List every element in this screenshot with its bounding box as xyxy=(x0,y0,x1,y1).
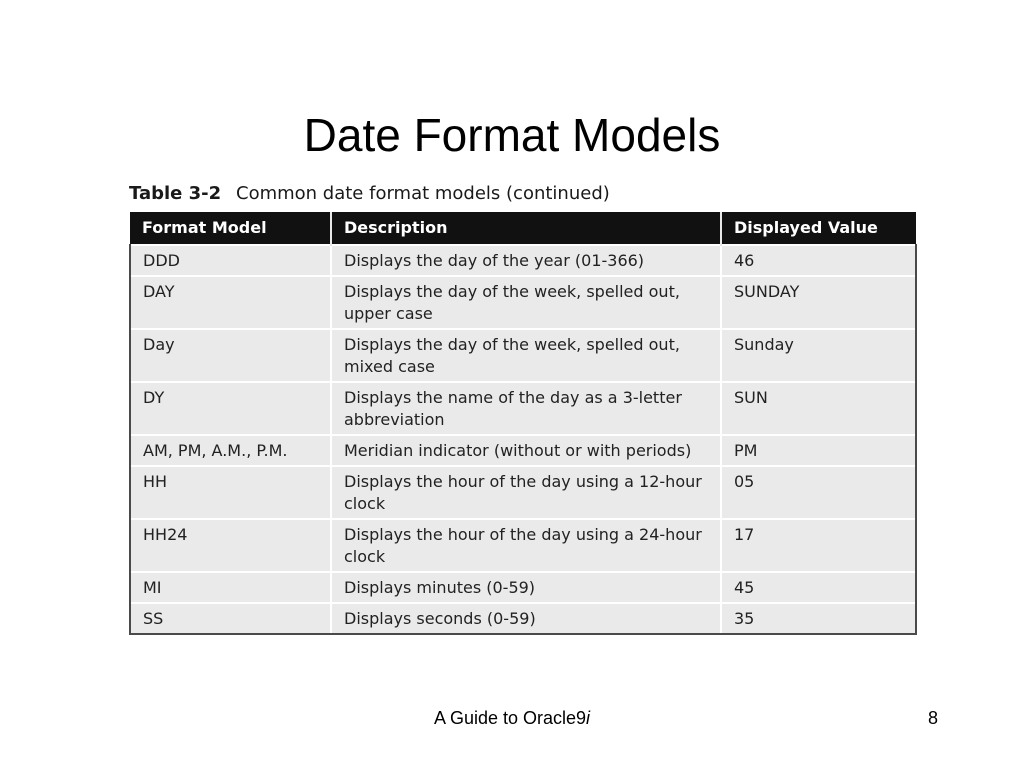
table-caption-text: Common date format models (continued) xyxy=(236,183,610,204)
cell-format-model: SS xyxy=(130,603,331,634)
cell-description: Displays the day of the week, spelled out, mixed case xyxy=(331,329,721,382)
cell-description: Displays the name of the day as a 3-letter abbreviation xyxy=(331,382,721,435)
cell-description: Displays minutes (0-59) xyxy=(331,572,721,603)
footer-text-italic: i xyxy=(586,708,591,728)
slide-title: Date Format Models xyxy=(303,109,721,161)
cell-displayed-value: 45 xyxy=(721,572,916,603)
footer-text-main: A Guide to Oracle9 xyxy=(433,708,587,728)
cell-displayed-value: 35 xyxy=(721,603,916,634)
cell-displayed-value: SUN xyxy=(721,382,916,435)
cell-displayed-value: 46 xyxy=(721,245,916,276)
footer-text xyxy=(0,706,1024,730)
table-row xyxy=(130,572,916,603)
page-number: 8 xyxy=(927,708,938,728)
cell-description: Displays the day of the year (01-366) xyxy=(331,245,721,276)
cell-format-model: HH24 xyxy=(130,519,331,572)
cell-description: Displays the day of the week, spelled out, upper case xyxy=(331,276,721,329)
table-row xyxy=(130,245,916,276)
column-header-format-model: Format Model xyxy=(130,212,331,245)
cell-format-model: Day xyxy=(130,329,331,382)
table-caption xyxy=(129,180,610,208)
date-format-table xyxy=(129,212,917,635)
table-row xyxy=(130,382,916,435)
table-row xyxy=(130,435,916,466)
column-header-displayed-value: Displayed Value xyxy=(721,212,916,245)
table-row xyxy=(130,519,916,572)
table-row xyxy=(130,466,916,519)
cell-displayed-value: 17 xyxy=(721,519,916,572)
cell-description: Displays seconds (0-59) xyxy=(331,603,721,634)
cell-description: Meridian indicator (without or with periods) xyxy=(331,435,721,466)
cell-format-model: AM, PM, A.M., P.M. xyxy=(130,435,331,466)
table-header-row xyxy=(130,212,916,245)
column-header-description: Description xyxy=(331,212,721,245)
table-row xyxy=(130,329,916,382)
cell-description: Displays the hour of the day using a 12-hour clock xyxy=(331,466,721,519)
cell-format-model: DDD xyxy=(130,245,331,276)
cell-displayed-value: PM xyxy=(721,435,916,466)
cell-description: Displays the hour of the day using a 24-hour clock xyxy=(331,519,721,572)
cell-displayed-value: Sunday xyxy=(721,329,916,382)
cell-format-model: DY xyxy=(130,382,331,435)
cell-format-model: DAY xyxy=(130,276,331,329)
cell-displayed-value: 05 xyxy=(721,466,916,519)
cell-format-model: HH xyxy=(130,466,331,519)
cell-displayed-value: SUNDAY xyxy=(721,276,916,329)
table-row xyxy=(130,276,916,329)
table-caption-label: Table 3-2 xyxy=(129,183,222,204)
table-row xyxy=(130,603,916,634)
cell-format-model: MI xyxy=(130,572,331,603)
